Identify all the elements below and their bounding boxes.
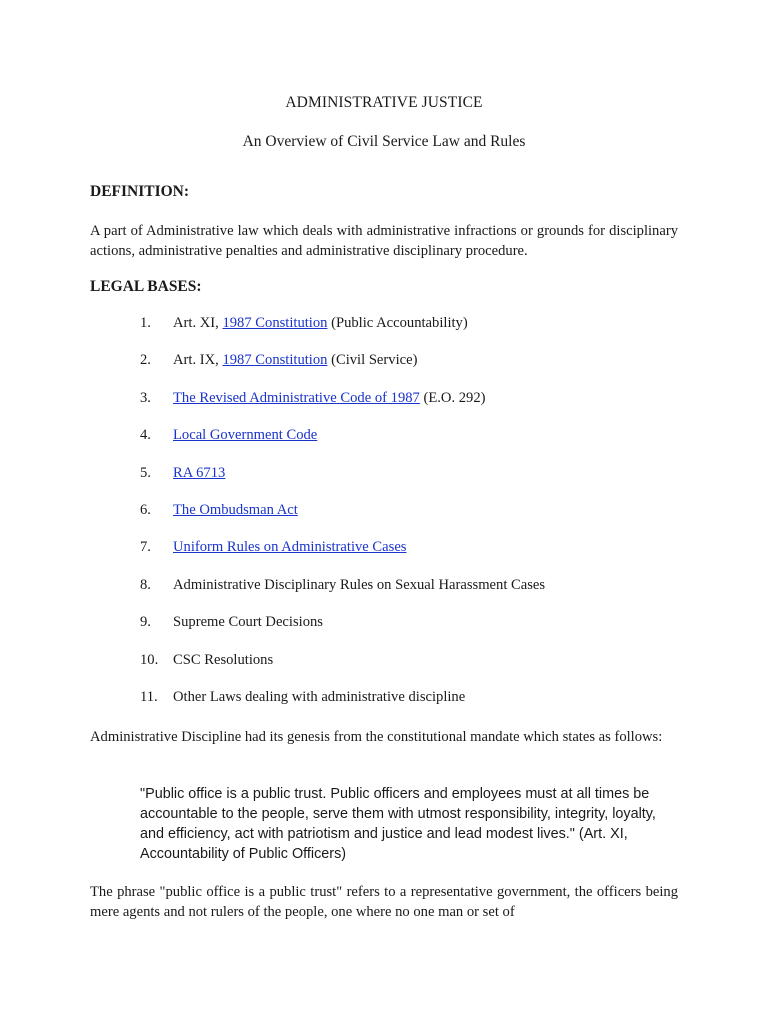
list-number: 1.: [140, 315, 151, 331]
list-number: 6.: [140, 502, 151, 518]
legal-basis-suffix: (E.O. 292): [419, 389, 486, 406]
legal-basis-suffix: (Civil Service): [327, 352, 418, 369]
list-number: 5.: [140, 464, 151, 481]
legal-basis-prefix: Administrative Disciplinary Rules on Sexual Harassment Cases: [173, 576, 546, 593]
legal-basis-text: [173, 465, 225, 482]
list-number: 3.: [140, 389, 151, 406]
list-number: 11.: [140, 689, 158, 705]
definition-heading: DEFINITION:: [90, 183, 190, 200]
legal-basis-text: [173, 352, 417, 369]
legal-basis-link[interactable]: Uniform Rules on Administrative Cases: [173, 539, 407, 556]
list-number: 7.: [140, 539, 151, 556]
list-number: 2.: [140, 352, 151, 369]
genesis-paragraph: Administrative Discipline had its genesis from the constitutional mandate which states as follows:: [90, 729, 663, 745]
legal-basis-suffix: (Public Accountability): [327, 315, 468, 331]
legal-basis-link[interactable]: Local Government Code: [173, 427, 318, 444]
constitution-quote: "Public office is a public trust. Public officers and employees must at all times be accountable to the people, serve them with utmost responsibility, integrity, loyalty, and efficiency, act with patriotism and justice and lead modest lives." (Art. XI, Accountability of Public Officers): [140, 786, 656, 862]
legal-basis-link[interactable]: 1987 Constitution: [222, 315, 328, 331]
legal-basis-text: [173, 577, 545, 594]
legal-basis-link[interactable]: The Revised Administrative Code of 1987: [173, 389, 420, 406]
legal-basis-text: [173, 614, 323, 631]
list-number: 4.: [140, 427, 151, 444]
legal-basis-text: [173, 427, 317, 444]
document-subtitle: An Overview of Civil Service Law and Rules: [242, 133, 526, 150]
legal-basis-link[interactable]: 1987 Constitution: [222, 352, 328, 369]
legal-basis-link[interactable]: The Ombudsman Act: [173, 502, 298, 518]
list-number: 10.: [140, 651, 159, 668]
legal-basis-text: [173, 689, 465, 706]
legal-basis-text: [173, 390, 486, 407]
document-title: ADMINISTRATIVE JUSTICE: [285, 94, 483, 111]
legal-basis-link[interactable]: RA 6713: [173, 464, 226, 481]
legal-basis-text: [173, 539, 406, 556]
legal-basis-prefix: Supreme Court Decisions: [173, 614, 323, 631]
legal-basis-text: [173, 315, 468, 332]
legal-basis-prefix: CSC Resolutions: [173, 651, 274, 668]
legal-basis-text: [173, 502, 298, 519]
legal-basis-text: [173, 652, 273, 669]
list-number: 9.: [140, 614, 151, 631]
legal-bases-heading: LEGAL BASES:: [90, 278, 202, 295]
definition-paragraph: A part of Administrative law which deals with administrative infractions or grounds for disciplinary actions, administrative penalties and administrative disciplinary procedure.: [90, 223, 678, 259]
public-trust-paragraph: The phrase "public office is a public trust" refers to a representative government, the officers being mere agents and not rulers of the people, one where no one man or set of: [90, 884, 678, 920]
legal-basis-prefix: Other Laws dealing with administrative discipline: [173, 689, 466, 705]
legal-basis-prefix: Art. IX,: [173, 352, 223, 369]
list-number: 8.: [140, 576, 151, 593]
legal-basis-prefix: Art. XI,: [173, 315, 223, 331]
